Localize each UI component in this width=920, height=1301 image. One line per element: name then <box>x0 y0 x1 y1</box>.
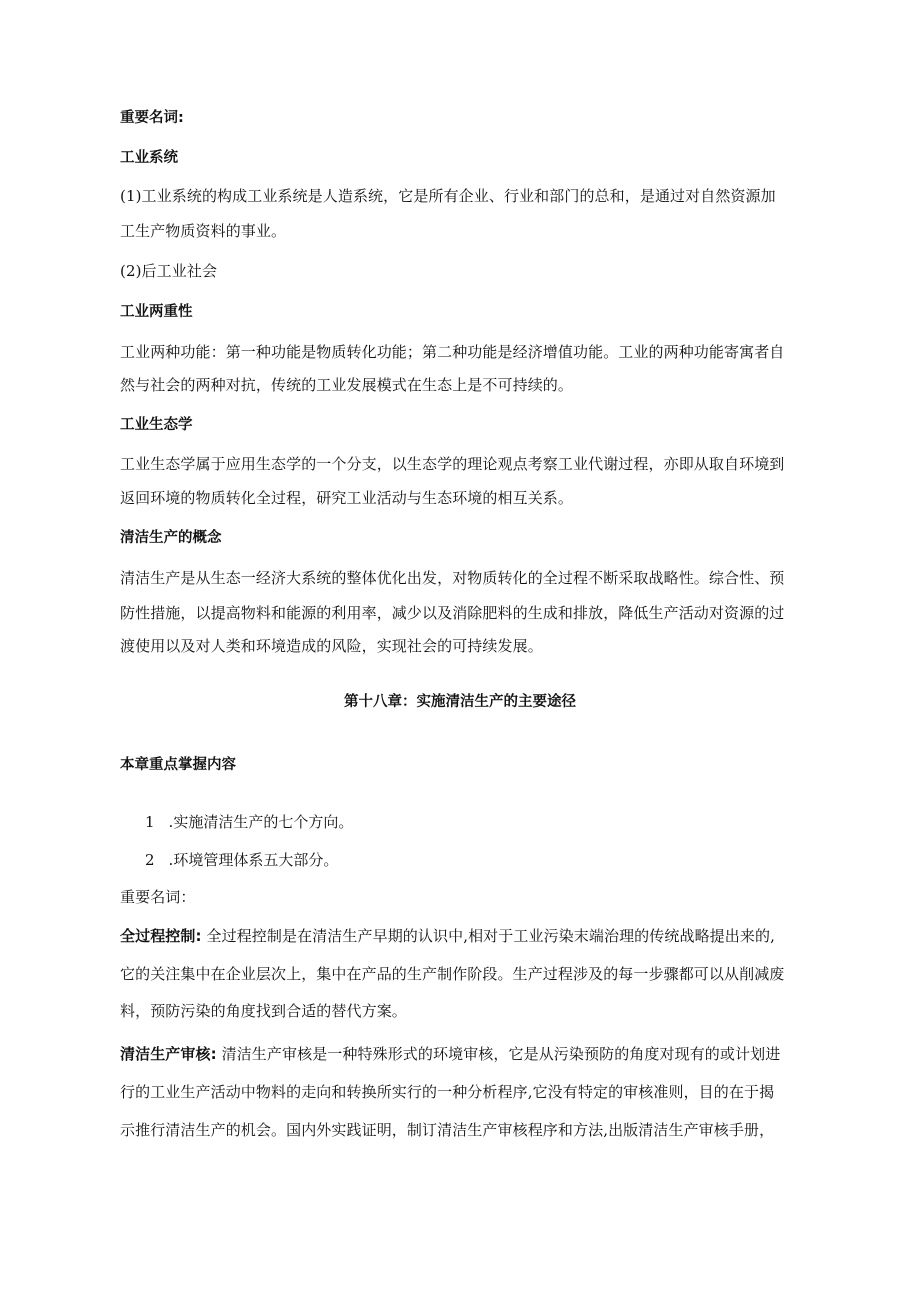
paragraph-line: 防性措施，以提高物料和能源的利用率，减少以及消除肥料的生成和排放，降低生产活动对资源的过 <box>120 604 785 622</box>
paragraph-line: 它的关注集中在企业层次上，集中在产品的生产制作阶段。生产过程涉及的每一步骤都可以从削减废 <box>120 965 785 983</box>
term-title-cleaner-production: 清洁生产的概念 <box>120 530 222 546</box>
list-item-text: .环境管理体系五大部分。 <box>168 851 339 869</box>
definition-separator: : <box>210 1045 217 1063</box>
definition-line <box>120 920 800 953</box>
terms-heading: 重要名词： <box>120 888 196 906</box>
definition-text: 清洁生产审核是一种特殊形式的环境审核，它是从污染预防的角度对现有的或计划进 <box>221 1045 781 1063</box>
paragraph-line: 然与社会的两种对抗，传统的工业发展模式在生态上是不可持续的。 <box>120 376 574 394</box>
paragraph-line: 工业两种功能：第一种功能是物质转化功能；第二种功能是经济增值功能。工业的两种功能寄寓者自 <box>120 343 785 361</box>
term-title-industrial-duality: 工业两重性 <box>120 304 193 320</box>
paragraph-line: 示推行清洁生产的机会。国内外实践证明，制订清洁生产审核程序和方法,出版清洁生产审核手册， <box>120 1121 775 1139</box>
list-item-number: 1 <box>145 813 155 831</box>
definition-term: 全过程控制 <box>120 927 196 945</box>
paragraph-line: 返回环境的物质转化全过程，研究工业活动与生态环境的相互关系。 <box>120 489 574 507</box>
paragraph-line: 行的工业生产活动中物料的走向和转换所实行的一种分析程序,它没有特定的审核准则，目的在于揭 <box>120 1083 775 1101</box>
definition-text: 全过程控制是在清洁生产早期的认识中,相对于工业污染末端治理的传统战略提出来的, <box>206 927 775 945</box>
paragraph-line: 清洁生产是从生态一经济大系统的整体优化出发，对物质转化的全过程不断采取战略性。综合性、预 <box>120 569 785 587</box>
chapter-title: 第十八章：实施清洁生产的主要途径 <box>344 694 576 710</box>
list-item-text: .实施清洁生产的七个方向。 <box>168 813 354 831</box>
definition-separator: : <box>195 927 202 945</box>
term-title-industrial-ecology: 工业生态学 <box>120 417 193 433</box>
definition-term: 清洁生产审核 <box>120 1045 211 1063</box>
important-terms-heading: 重要名词: <box>120 110 184 126</box>
paragraph-line: 料，预防污染的角度找到合适的替代方案。 <box>120 1002 407 1020</box>
list-item <box>145 844 745 877</box>
paragraph-line: 渡使用以及对人类和环境造成的风险，实现社会的可持续发展。 <box>120 637 543 655</box>
term-title-industrial-system: 工业系统 <box>120 150 178 166</box>
paragraph-line: (2)后工业社会 <box>120 262 218 280</box>
chapter-key-heading: 本章重点掌握内容 <box>120 757 236 773</box>
definition-line <box>120 1038 800 1071</box>
list-item <box>145 806 745 839</box>
list-item-number: 2 <box>145 851 155 869</box>
paragraph-line: 工业生态学属于应用生态学的一个分支，以生态学的理论观点考察工业代谢过程，亦即从取自环境到 <box>120 455 785 473</box>
paragraph-line: 工生产物质资料的事业。 <box>120 222 287 240</box>
paragraph-line: (1)工业系统的构成工业系统是人造系统，它是所有企业、行业和部门的总和，是通过对自然资源加 <box>120 187 776 205</box>
